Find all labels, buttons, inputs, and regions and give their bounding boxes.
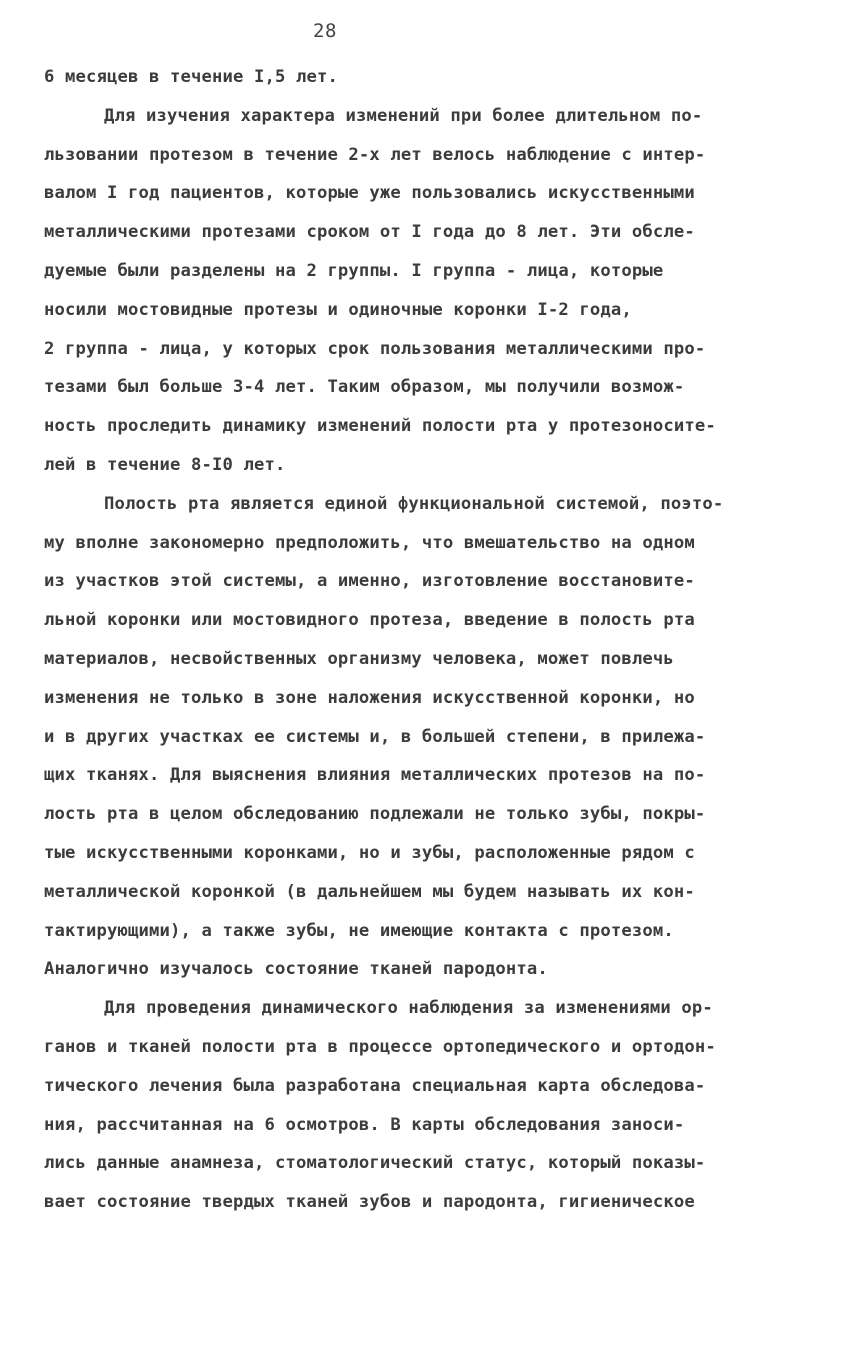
text-line: щих тканях. Для выяснения влияния металлических протезов на по- bbox=[44, 765, 706, 786]
text-line: Для изучения характера изменений при более длительном по- bbox=[104, 105, 703, 126]
text-line: лись данные анамнеза, стоматологический статус, который показы- bbox=[44, 1153, 706, 1174]
page-number: 28 bbox=[313, 20, 337, 42]
text-body bbox=[44, 58, 844, 1222]
text-line: 6 месяцев в течение I,5 лет. bbox=[44, 67, 338, 87]
text-line: ганов и тканей полости рта в процессе ортопедического и ортодон- bbox=[44, 1036, 716, 1057]
text-line: Полость рта является единой функциональной системой, поэто- bbox=[104, 493, 724, 514]
text-line: тые искусственными коронками, но и зубы, расположенные рядом с bbox=[44, 842, 695, 863]
text-line: 2 группа - лица, у которых срок пользования металлическими про- bbox=[44, 338, 706, 359]
text-line: му вполне закономерно предположить, что вмешательство на одном bbox=[44, 532, 695, 553]
text-line: вает состояние твердых тканей зубов и пародонта, гигиеническое bbox=[44, 1192, 695, 1213]
text-line: тического лечения была разработана специальная карта обследова- bbox=[44, 1075, 706, 1096]
text-line: льзовании протезом в течение 2-х лет велось наблюдение с интер- bbox=[44, 144, 706, 165]
text-line: тактирующими), а также зубы, не имеющие контакта с протезом. bbox=[44, 920, 674, 941]
text-line: валом I год пациентов, которые уже пользовались искусственными bbox=[44, 183, 695, 204]
text-line: металлической коронкой (в дальнейшем мы будем называть их кон- bbox=[44, 881, 695, 902]
text-line: материалов, несвойственных организму человека, может повлечь bbox=[44, 648, 674, 669]
text-line: и в других участках ее системы и, в большей степени, в прилежа- bbox=[44, 726, 706, 747]
text-line: изменения не только в зоне наложения искусственной коронки, но bbox=[44, 687, 695, 708]
text-line: лость рта в целом обследованию подлежали не только зубы, покры- bbox=[44, 804, 706, 825]
text-line: металлическими протезами сроком от I года до 8 лет. Эти обсле- bbox=[44, 222, 695, 243]
text-line: дуемые были разделены на 2 группы. I группа - лица, которые bbox=[44, 260, 664, 281]
text-line: тезами был больше 3-4 лет. Таким образом, мы получили возмож- bbox=[44, 377, 685, 398]
text-line: лей в течение 8-I0 лет. bbox=[44, 454, 286, 475]
text-line: ность проследить динамику изменений полости рта у протезоносите- bbox=[44, 416, 716, 437]
text-line: Аналогично изучалось состояние тканей пародонта. bbox=[44, 959, 548, 980]
text-line: льной коронки или мостовидного протеза, введение в полость рта bbox=[44, 610, 695, 631]
text-line: носили мостовидные протезы и одиночные коронки I-2 года, bbox=[44, 299, 632, 320]
text-line: Для проведения динамического наблюдения за изменениями ор- bbox=[104, 998, 713, 1019]
text-line: ния, рассчитанная на 6 осмотров. В карты обследования заноси- bbox=[44, 1114, 685, 1135]
text-line: из участков этой системы, а именно, изготовление восстановите- bbox=[44, 571, 695, 592]
